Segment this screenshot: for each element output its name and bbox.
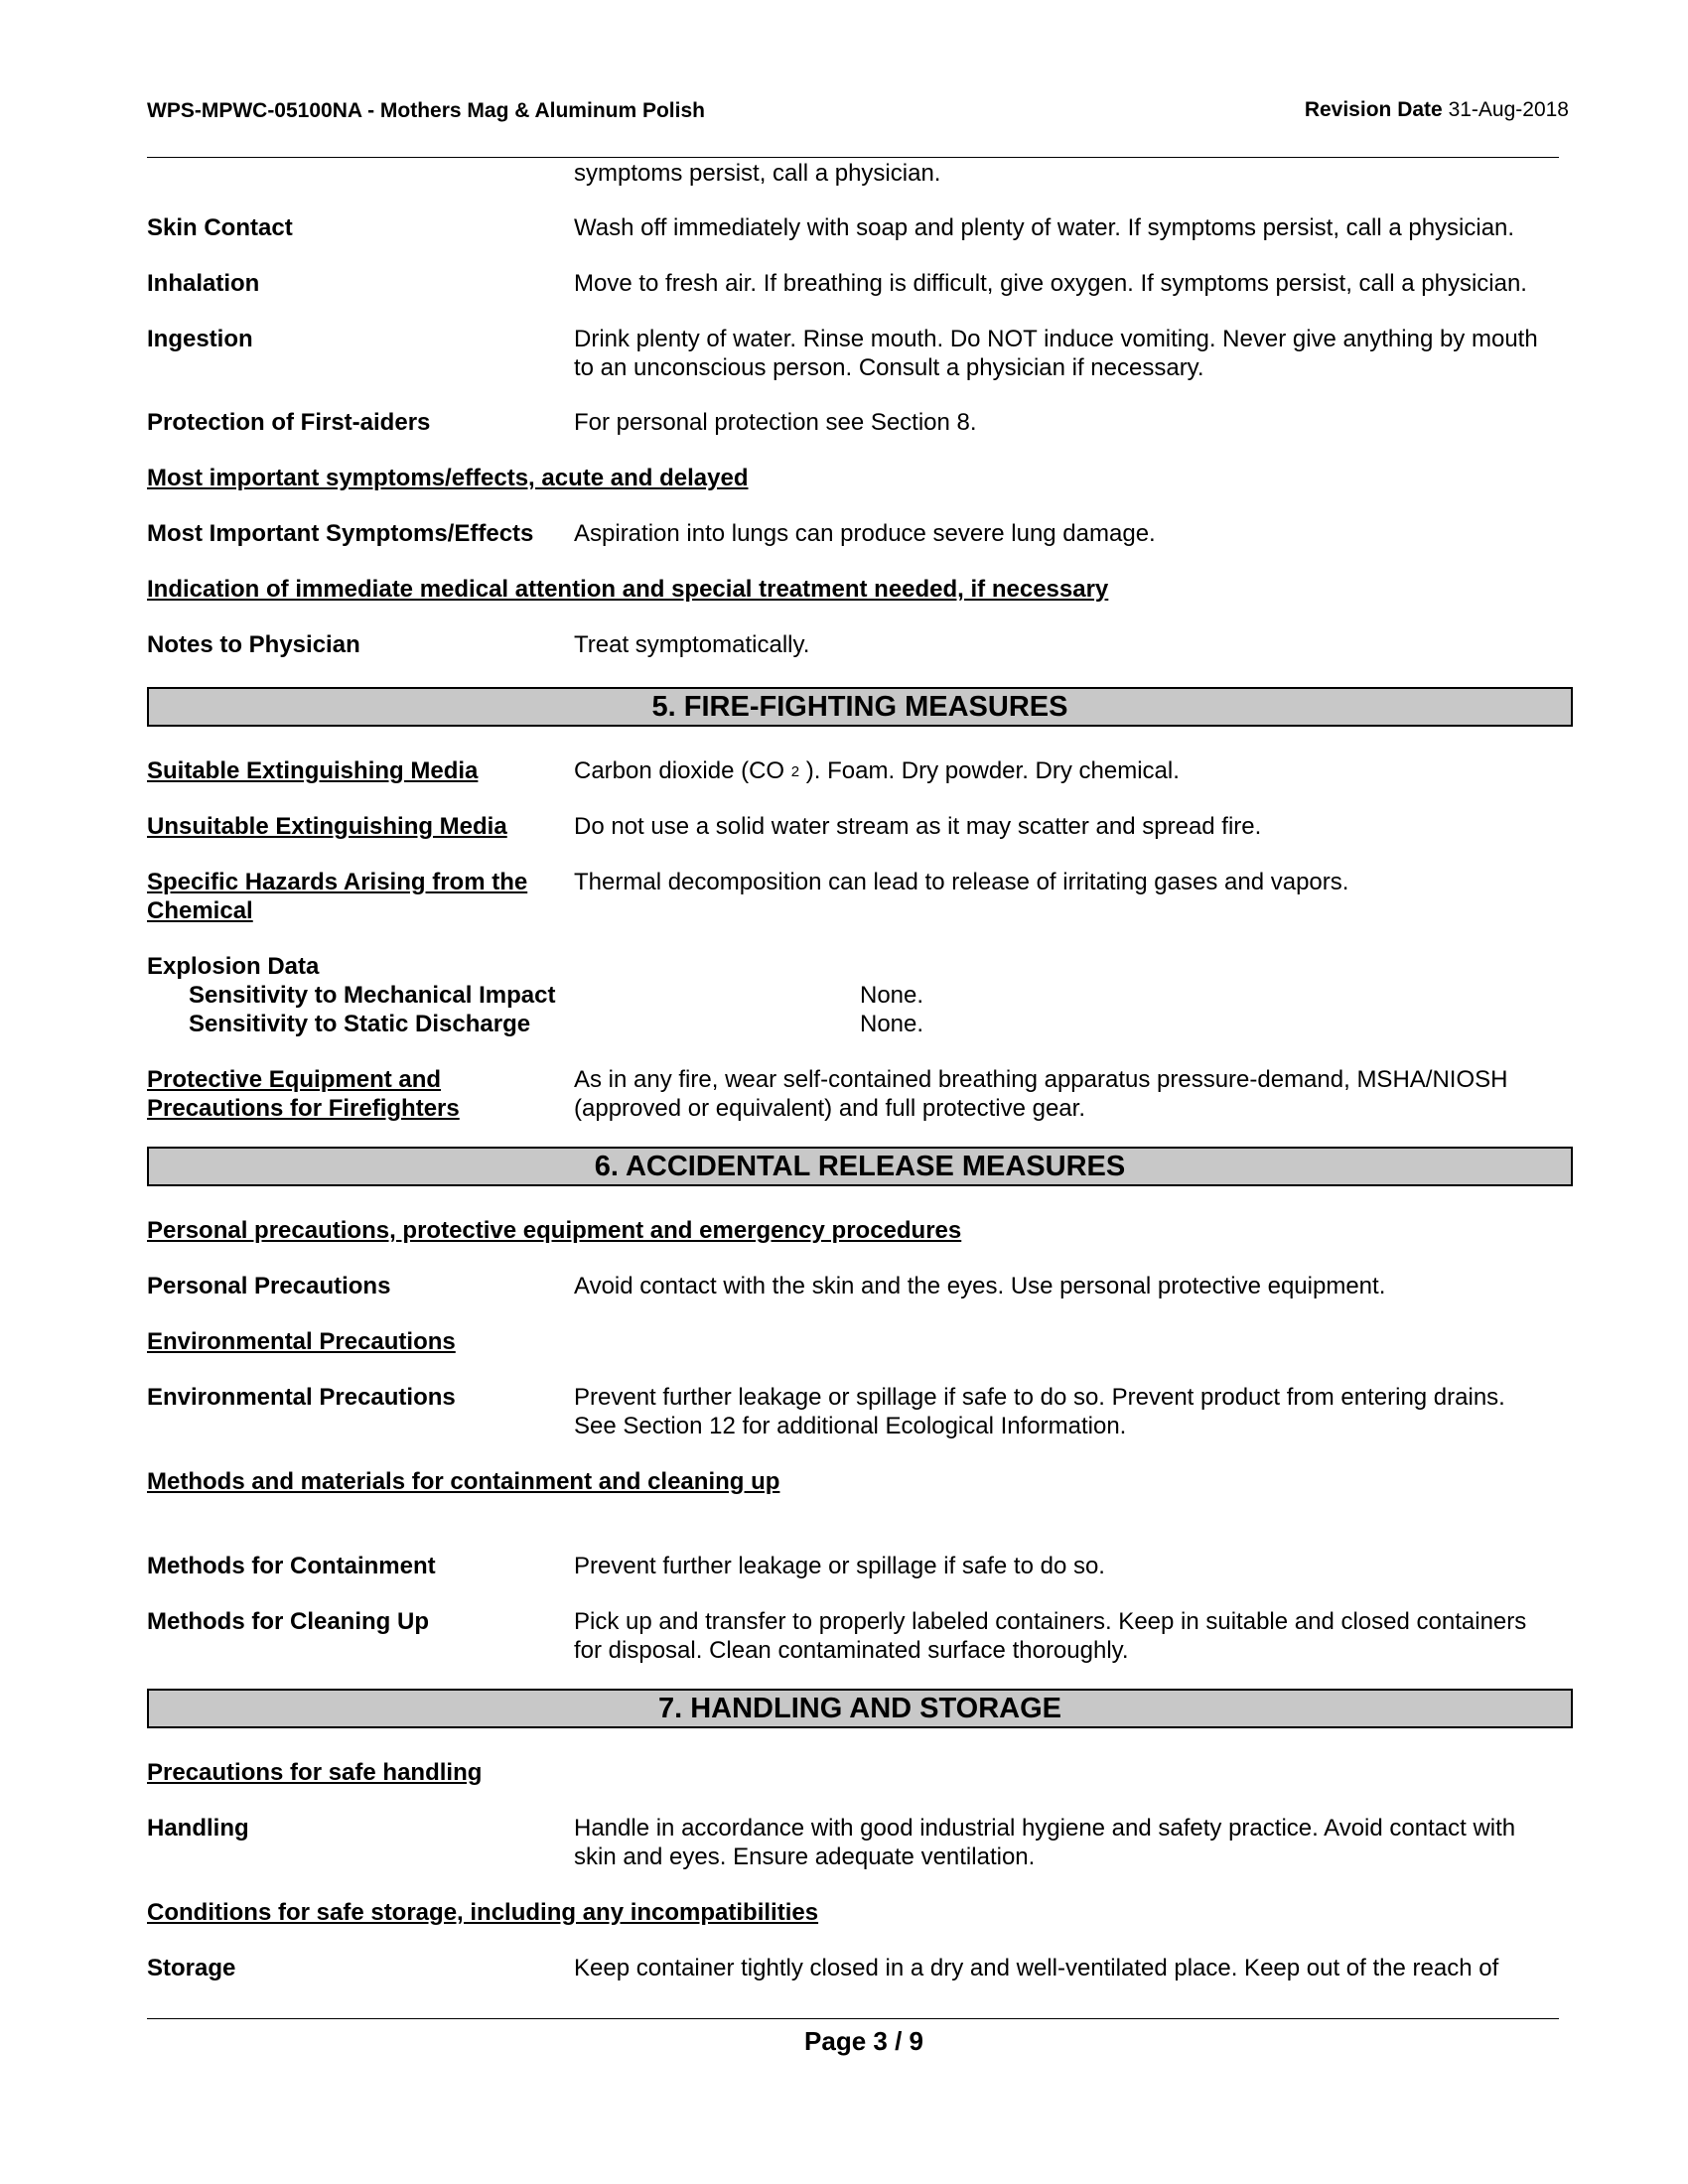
symptoms-label: Most Important Symptoms/Effects [147,520,534,547]
handling-value-line2: skin and eyes. Ensure adequate ventilation. [574,1843,1036,1870]
environmental-precautions-value-line1: Prevent further leakage or spillage if safe to do so. Prevent product from entering drains. [574,1384,1505,1411]
cleaning-value-line2: for disposal. Clean contaminated surface thoroughly. [574,1637,1129,1664]
mechanical-impact-label: Sensitivity to Mechanical Impact [189,982,556,1009]
inhalation-label: Inhalation [147,270,260,297]
first-aiders-value: For personal protection see Section 8. [574,409,977,436]
inhalation-value: Move to fresh air. If breathing is difficult, give oxygen. If symptoms persist, call a physician. [574,270,1527,297]
static-discharge-label: Sensitivity to Static Discharge [189,1011,531,1037]
unsuitable-media-label: Unsuitable Extinguishing Media [147,813,507,840]
skin-contact-label: Skin Contact [147,214,293,241]
header-divider [147,157,1559,158]
suitable-media-label: Suitable Extinguishing Media [147,757,479,784]
containment-label: Methods for Containment [147,1553,436,1579]
suitable-media-value [574,756,1577,786]
environmental-precautions-value-line2: See Section 12 for additional Ecological Information. [574,1413,1127,1439]
storage-heading: Conditions for safe storage, including any incompatibilities [147,1899,819,1926]
safe-handling-heading: Precautions for safe handling [147,1759,483,1786]
suitable-media-subscript: 2 [790,763,800,781]
environmental-precautions-heading: Environmental Precautions [147,1328,456,1355]
symptoms-heading: Most important symptoms/effects, acute and delayed [147,465,749,491]
suitable-media-text-post: ). Foam. Dry powder. Dry chemical. [805,757,1180,784]
section-6-header: 6. ACCIDENTAL RELEASE MEASURES [147,1147,1573,1186]
containment-value: Prevent further leakage or spillage if safe to do so. [574,1553,1105,1579]
protective-equipment-value-line1: As in any fire, wear self-contained breathing apparatus pressure-demand, MSHA/NIOSH [574,1066,1508,1093]
environmental-precautions-label: Environmental Precautions [147,1384,456,1411]
specific-hazards-label-line2: Chemical [147,897,253,924]
section-7-header: 7. HANDLING AND STORAGE [147,1689,1573,1728]
storage-label: Storage [147,1955,236,1981]
protective-equipment-value-line2: (approved or equivalent) and full protective gear. [574,1095,1085,1122]
page-number: Page 3 / 9 [804,2026,923,2056]
static-discharge-value: None. [860,1011,924,1037]
ingestion-value-line2: to an unconscious person. Consult a physician if necessary. [574,354,1204,381]
mechanical-impact-value: None. [860,982,924,1009]
document-title: WPS-MPWC-05100NA - Mothers Mag & Aluminum Polish [147,99,705,122]
protective-equipment-label-line1: Protective Equipment and [147,1066,442,1093]
specific-hazards-value: Thermal decomposition can lead to release of irritating gases and vapors. [574,869,1349,895]
notes-physician-label: Notes to Physician [147,631,360,658]
suitable-media-text-pre: Carbon dioxide (CO [574,757,785,784]
footer-divider [147,2018,1559,2019]
indication-heading: Indication of immediate medical attention and special treatment needed, if necessary [147,576,1109,603]
personal-precautions-heading: Personal precautions, protective equipment and emergency procedures [147,1217,962,1244]
eye-contact-continuation: symptoms persist, call a physician. [574,160,941,187]
protective-equipment-label-line2: Precautions for Firefighters [147,1095,460,1122]
section-5-header: 5. FIRE-FIGHTING MEASURES [147,687,1573,727]
first-aiders-label: Protection of First-aiders [147,409,431,436]
methods-heading: Methods and materials for containment and cleaning up [147,1468,780,1495]
ingestion-value-line1: Drink plenty of water. Rinse mouth. Do NOT induce vomiting. Never give anything by mouth [574,326,1538,352]
revision-date [1192,98,1569,122]
ingestion-label: Ingestion [147,326,253,352]
handling-label: Handling [147,1815,249,1842]
cleaning-value-line1: Pick up and transfer to properly labeled containers. Keep in suitable and closed containers [574,1608,1527,1635]
revision-date-label: Revision Date [1304,98,1443,121]
skin-contact-value: Wash off immediately with soap and plenty of water. If symptoms persist, call a physician. [574,214,1515,241]
unsuitable-media-value: Do not use a solid water stream as it may scatter and spread fire. [574,813,1262,840]
cleaning-label: Methods for Cleaning Up [147,1608,429,1635]
personal-precautions-label: Personal Precautions [147,1273,391,1299]
revision-date-value: 31-Aug-2018 [1448,98,1569,121]
notes-physician-value: Treat symptomatically. [574,631,810,658]
symptoms-value: Aspiration into lungs can produce severe lung damage. [574,520,1156,547]
handling-value-line1: Handle in accordance with good industrial hygiene and safety practice. Avoid contact with [574,1815,1516,1842]
personal-precautions-value: Avoid contact with the skin and the eyes. Use personal protective equipment. [574,1273,1386,1299]
storage-value: Keep container tightly closed in a dry and well-ventilated place. Keep out of the reach of [574,1955,1499,1981]
specific-hazards-label-line1: Specific Hazards Arising from the [147,869,528,895]
explosion-data-title: Explosion Data [147,953,320,980]
